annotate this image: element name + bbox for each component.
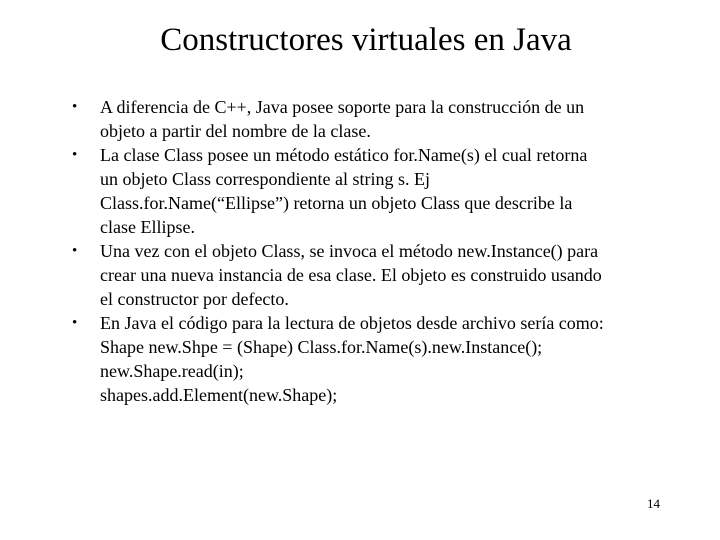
bullet-item (72, 143, 672, 239)
bullet-marker: • (72, 99, 78, 115)
bullet-item (72, 239, 672, 311)
bullet-item (72, 95, 672, 143)
bullet-line: objeto a partir del nombre de la clase. (100, 121, 371, 141)
bullet-list (72, 95, 672, 407)
bullet-line: Class.for.Name(“Ellipse”) retorna un objeto Class que describe la (100, 193, 573, 213)
bullet-line: Una vez con el objeto Class, se invoca el método new.Instance() para (100, 241, 599, 261)
bullet-line: La clase Class posee un método estático for.Name(s) el cual retorna (100, 145, 588, 165)
bullet-item (72, 311, 672, 407)
code-line: new.Shape.read(in); (100, 361, 244, 381)
code-line: shapes.add.Element(new.Shape); (100, 385, 338, 405)
bullet-line: En Java el código para la lectura de objetos desde archivo sería como: (100, 313, 604, 333)
code-line: Shape new.Shpe = (Shape) Class.for.Name(s).new.Instance(); (100, 337, 543, 357)
bullet-line: un objeto Class correspondiente al string s. Ej (100, 169, 430, 189)
bullet-marker: • (72, 147, 78, 163)
bullet-line: clase Ellipse. (100, 217, 195, 237)
bullet-marker: • (72, 243, 78, 259)
slide-title: Constructores virtuales en Java (160, 22, 572, 58)
bullet-line: crear una nueva instancia de esa clase. El objeto es construido usando (100, 265, 602, 285)
bullet-marker: • (72, 315, 78, 331)
page-number: 14 (647, 496, 660, 511)
bullet-line: A diferencia de C++, Java posee soporte para la construcción de un (100, 97, 585, 117)
bullet-line: el constructor por defecto. (100, 289, 289, 309)
